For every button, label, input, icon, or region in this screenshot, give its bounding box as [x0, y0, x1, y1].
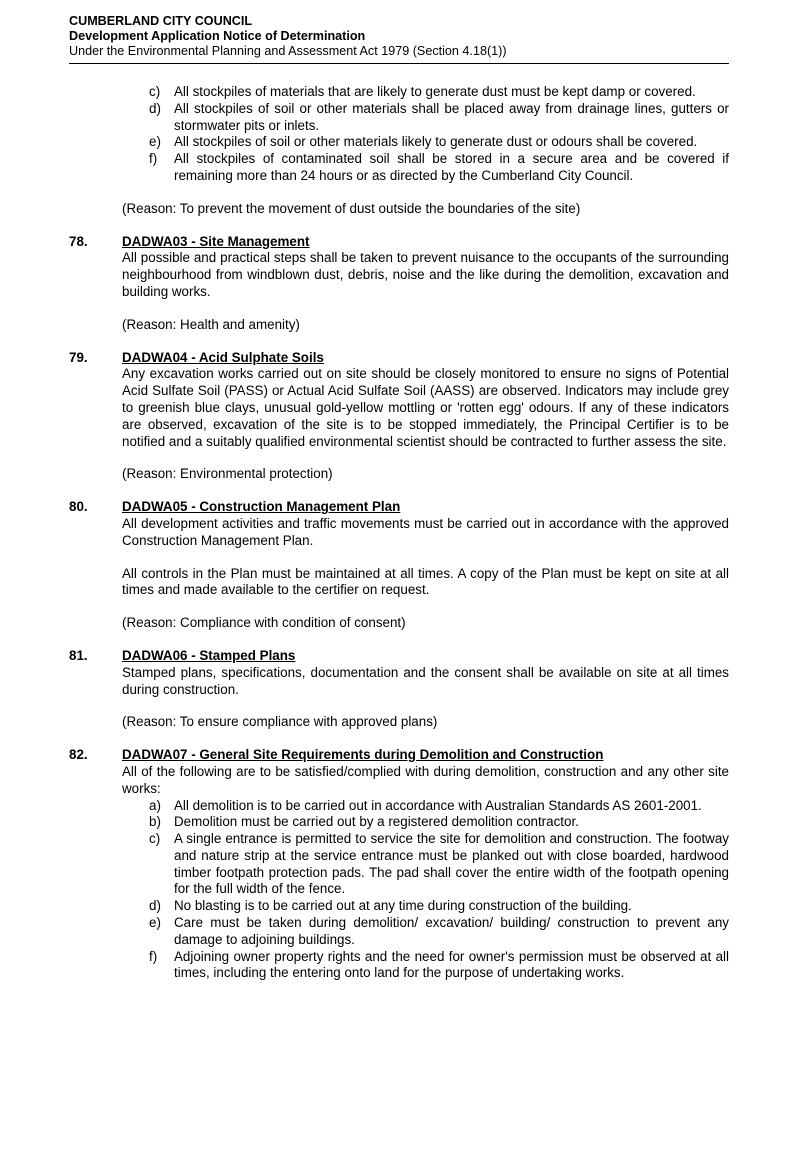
condition-title: DADWA03 - Site Management	[122, 233, 310, 249]
act-reference: Under the Environmental Planning and Assessment Act 1979 (Section 4.18(1))	[69, 44, 507, 58]
reason-text: (Reason: Environmental protection)	[122, 466, 333, 482]
condition-number: 81.	[69, 647, 88, 663]
reason-text: (Reason: To prevent the movement of dust outside the boundaries of the site)	[122, 200, 581, 216]
condition-body: All of the following are to be satisfied/complied with during demolition, construction and any other site works:	[122, 763, 729, 796]
header-divider	[69, 63, 729, 64]
condition-78	[69, 234, 729, 334]
reason-text: (Reason: To ensure compliance with approved plans)	[122, 714, 438, 730]
condition-body: All possible and practical steps shall be taken to prevent nuisance to the occupants of the surrounding neighbourhood from windblown dust, debris, noise and the like during the demolition, excavation and building works.	[122, 250, 729, 299]
page-header	[69, 14, 729, 59]
condition-79	[69, 350, 729, 484]
notice-title: Development Application Notice of Determination	[69, 29, 366, 43]
intro-list	[69, 84, 729, 185]
list-item: e) Care must be taken during demolition/ excavation/ building/ construction to prevent any damage to adjoining buildings.	[149, 915, 729, 947]
list-item: f) Adjoining owner property rights and the need for owner's permission must be observed at all times, including the entering onto land for the purpose of undertaking works.	[149, 948, 729, 981]
condition-body-2: All controls in the Plan must be maintained at all times. A copy of the Plan must be kept on site at all times and made available to the certifier on request.	[122, 565, 729, 598]
requirements-list	[69, 798, 729, 983]
list-item: c) All stockpiles of materials that are likely to generate dust must be kept damp or covered.	[149, 84, 696, 99]
reason-text: (Reason: Compliance with condition of consent)	[122, 615, 406, 631]
list-item: a) All demolition is to be carried out in accordance with Australian Standards AS 2601-2001.	[149, 797, 702, 813]
list-item: c) A single entrance is permitted to service the site for demolition and construction. The footway and nature strip at the service entrance must be planked out with close boarded, hardwood timber footpath protection pads. The pad shall cover the entire width of the footpath opening for the full width of the fence.	[149, 831, 729, 897]
list-item: d) No blasting is to be carried out at any time during construction of the building.	[149, 898, 632, 914]
document-body	[69, 84, 729, 982]
condition-81	[69, 648, 729, 731]
condition-body: All development activities and traffic movements must be carried out in accordance with the approved Construction Management Plan.	[122, 515, 729, 548]
condition-number: 79.	[69, 349, 88, 365]
condition-title: DADWA07 - General Site Requirements during Demolition and Construction	[122, 747, 604, 763]
condition-number: 82.	[69, 747, 88, 763]
condition-body: Any excavation works carried out on site should be closely monitored to ensure no signs of Potential Acid Sulfate Soil (PASS) or Actual Acid Sulfate Soil (AASS) are observed. Indicators may include grey to greenish blue clays, unusual gold-yellow mottling or 'rotten egg' odours. If any of these indicators are observed, excavation of the site is to be stopped immediately, the Principal Certifier is to be notified and a suitably qualified environmental scientist should be contracted to further assess the site.	[122, 366, 729, 449]
condition-title: DADWA04 - Acid Sulphate Soils	[122, 349, 324, 365]
condition-number: 80.	[69, 499, 88, 515]
condition-body: Stamped plans, specifications, documentation and the consent shall be available on site at all times during construction.	[122, 664, 729, 697]
list-item: f) All stockpiles of contaminated soil shall be stored in a secure area and be covered if remaining more than 24 hours or as directed by the Cumberland City Council.	[149, 151, 729, 183]
council-name: CUMBERLAND CITY COUNCIL	[69, 14, 253, 28]
condition-80	[69, 499, 729, 632]
reason-text: (Reason: Health and amenity)	[122, 316, 300, 332]
condition-number: 78.	[69, 233, 88, 249]
list-item: d) All stockpiles of soil or other materials shall be placed away from drainage lines, gutters or stormwater pits or inlets.	[149, 100, 729, 133]
list-item: e) All stockpiles of soil or other materials likely to generate dust or odours shall be covered.	[149, 134, 698, 150]
condition-title: DADWA06 - Stamped Plans	[122, 647, 296, 663]
condition-title: DADWA05 - Construction Management Plan	[122, 499, 401, 515]
condition-82	[69, 747, 729, 982]
list-item: b) Demolition must be carried out by a registered demolition contractor.	[149, 814, 579, 830]
